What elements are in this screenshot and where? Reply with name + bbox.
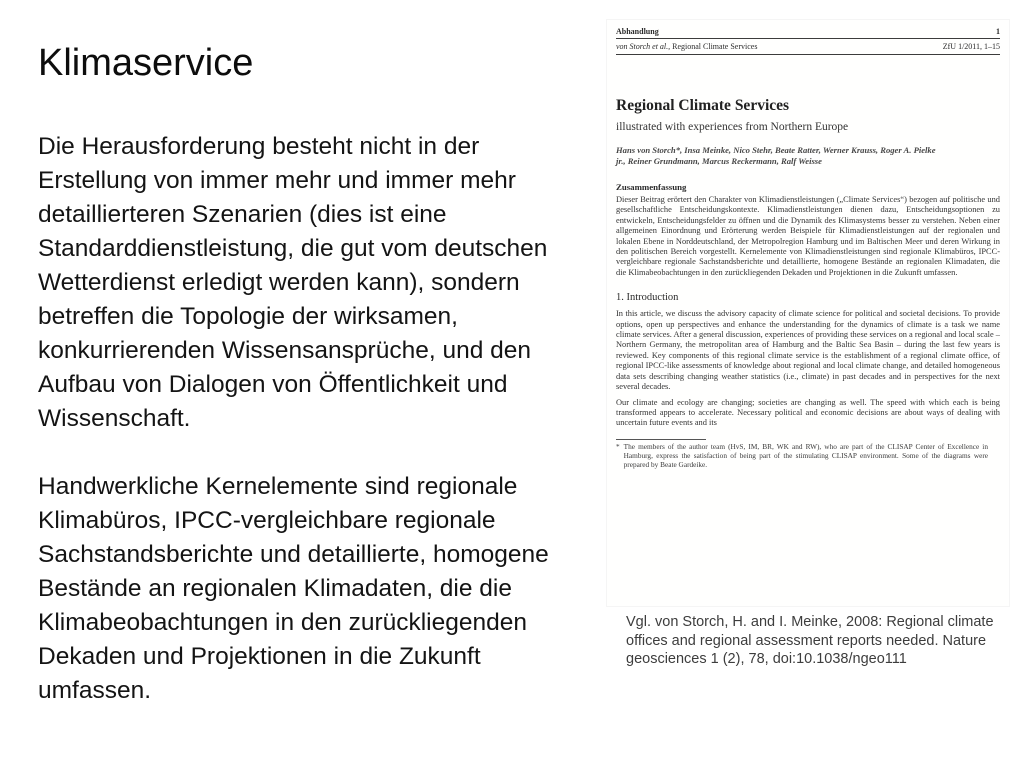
body-line: Standarddienstleistung, die gut vom deutschen	[38, 235, 548, 262]
body-line: Wetterdienst erledigt werden kann), sondern	[38, 269, 520, 296]
body-line: Klimabeobachtungen in den zurückliegenden	[38, 609, 527, 636]
body-line: umfassen.	[38, 677, 152, 704]
body-paragraph-1	[38, 130, 618, 436]
body-line: Aufbau von Dialogen von Öffentlichkeit und	[38, 371, 508, 398]
paper-header-row	[616, 27, 1000, 39]
paper-page-number: 1	[996, 27, 1000, 36]
body-line: konkurrierenden Wissensansprüche, und den	[38, 337, 532, 364]
paper-title: Regional Climate Services	[616, 97, 790, 114]
body-line: Die Herausforderung besteht nicht in der	[38, 133, 480, 160]
paper-running-author: von Storch et al.,	[616, 42, 671, 51]
paper-running-title: Regional Climate Services	[672, 42, 758, 51]
body-line: Handwerkliche Kernelemente sind regionale	[38, 473, 518, 500]
footnote	[616, 443, 988, 470]
abstract-text: Dieser Beitrag erörtert den Charakter von Klimadienstleistungen („Climate Services“) bezogen auf politische und gesellschaftliche Entscheidungskontexte. Klimadienstleistungen dienen dazu, Entscheidungsoptionen zu entwickeln, Entscheidungsfelder zu öffnen und die Dynamik des Klimasystems besser zu verstehen. Neben einer allgemeinen Einordnung und Erörterung werden Beispiele für Klimadienstleistungen auf der regionalen und lokalen Ebene in Norddeutschland, der Metropolregion Hamburg und im Baltischen Meer und deren Wirkung in den politischen Bereich vorgestellt. Kernelemente von Klimadienstleistungen sind regionale Klimabüros, IPCC-vergleichbare regionale Sachstandsberichte und detaillierte, homogene Bestände an regionalen Klimadaten, die die Klimabeobachtungen in den zurückliegenden Dekaden und Projektionen in die Zukunft umfassen.	[616, 195, 1000, 277]
body-line: Sachstandsberichte und detaillierte, homogene	[38, 541, 549, 568]
paper-authors: Hans von Storch*, Insa Meinke, Nico Stehr, Beate Ratter, Werner Krauss, Roger A. Pielke jr., Reiner Grundmann, Marcus Reckermann, Ralf Weisse	[616, 145, 936, 166]
footnote-marker: *	[616, 441, 620, 451]
paper-running-issue: ZfU 1/2011, 1–15	[942, 42, 1000, 51]
slide-body	[38, 130, 618, 708]
body-paragraph-2	[38, 470, 618, 708]
body-line: betreffen die Topologie der wirksamen,	[38, 303, 458, 330]
intro-paragraph-2: Our climate and ecology are changing; societies are changing as well. The speed with which each is being transformed appears to accelerate. Necessary political and economic decisions are about ways of dealing with uncertain future events and its	[616, 397, 1000, 428]
body-line: detaillierteren Szenarien (dies ist eine	[38, 201, 447, 228]
intro-paragraph-1: In this article, we discuss the advisory capacity of climate science for political and societal decisions. To provide options, open up perspectives and enhance the understanding for the dynamics of climate is a task we name climate services. After a general discussion, experiences of providing these services on a regional and local scale – Northern Germany, the metropolitan area of Hamburg and the Baltic Sea Basin – during the last few years is reviewed. Key components of this regional climate service is the establishment of a regional climate office, of regional IPCC-like assessments of knowledge about regional and local climate change, and detailed homogeneous data sets describing changing weather statistics (i.e., climate) in past decades and in perspectives for the next several decades.	[616, 309, 1000, 392]
body-line: Dekaden und Projektionen in die Zukunft	[38, 643, 481, 670]
slide-title: Klimaservice	[38, 42, 254, 84]
paper-running-head	[616, 42, 1000, 55]
section-heading: 1. Introduction	[616, 292, 679, 304]
paper-page	[607, 20, 1009, 606]
body-line: Bestände an regionalen Klimadaten, die die	[38, 575, 513, 602]
paper-category-label: Abhandlung	[616, 27, 659, 36]
footnote-rule	[616, 439, 706, 440]
abstract-heading: Zusammenfassung	[616, 182, 687, 192]
body-line: Erstellung von immer mehr und immer mehr	[38, 167, 516, 194]
footnote-text: The members of the author team (HvS, IM, BR, WK and RW), who are part of the CLISAP Center of Excellence in Hamburg, express the satisfaction of being part of the stimulating CLISAP environment. Some of the diagrams were prepared by Beate Gardeike.	[623, 441, 988, 469]
paper-subtitle: illustrated with experiences from Northern Europe	[616, 121, 849, 133]
citation-text: Vgl. von Storch, H. and I. Meinke, 2008: Regional climate offices and regional assessment reports needed. Nature geosciences 1 (2), 78, doi:10.1038/ngeo111	[626, 614, 994, 667]
body-line: Klimabüros, IPCC-vergleichbare regionale	[38, 507, 496, 534]
paper-running-left	[616, 42, 757, 51]
body-line: Wissenschaft.	[38, 405, 191, 432]
